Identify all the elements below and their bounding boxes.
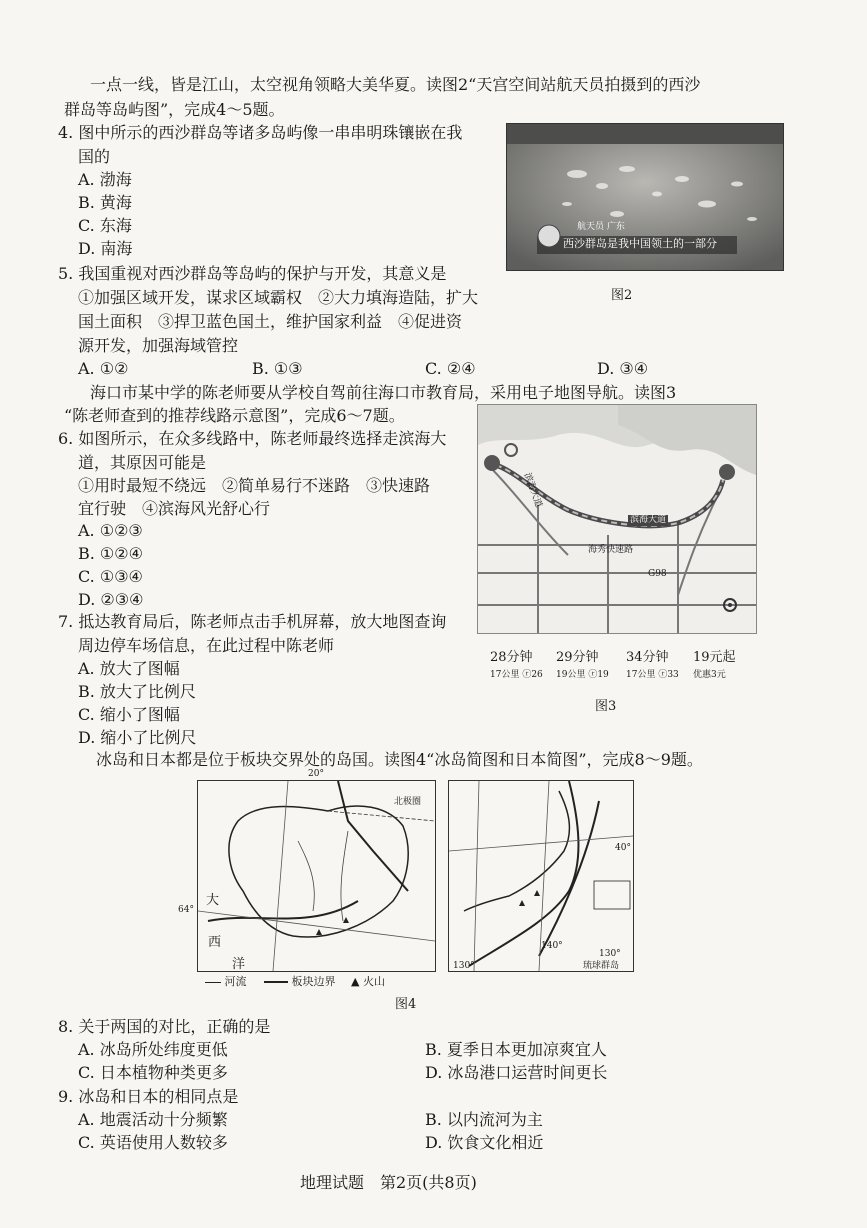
question-6-stem: 宜行驶 ④滨海风光舒心行 xyxy=(78,499,271,518)
question-5-option-b: B. ①③ xyxy=(252,359,303,378)
question-8-stem: 8. 关于两国的对比，正确的是 xyxy=(58,1017,271,1036)
question-4-option-a: A. 渤海 xyxy=(78,170,132,189)
question-8-option-a: A. 冰岛所处纬度更低 xyxy=(78,1040,228,1059)
legend-volcano: 火山 xyxy=(362,975,385,988)
figure-3-map xyxy=(477,404,757,634)
figure-4-caption: 图4 xyxy=(395,997,417,1012)
arctic-circle-label: 北极圈 xyxy=(394,797,422,807)
road-label: G98 xyxy=(648,569,667,579)
question-9-option-c: C. 英语使用人数较多 xyxy=(78,1133,228,1152)
question-4-option-c: C. 东海 xyxy=(78,216,132,235)
question-9-option-a: A. 地震活动十分频繁 xyxy=(78,1110,228,1129)
japan-lon-label: 140° xyxy=(541,941,563,951)
question-4-stem: 国的 xyxy=(78,147,111,166)
route-map-graphic xyxy=(478,405,756,633)
iceland-map-graphic xyxy=(198,781,435,971)
ryukyu-label: 琉球群岛 xyxy=(583,961,620,971)
route-detail: 17公里 ⓡ33 xyxy=(626,670,679,680)
route-time: 29分钟 xyxy=(556,650,599,665)
route-detail: 19公里 ⓡ19 xyxy=(556,670,609,680)
question-6-stem: ①用时最短不绕远 ②简单易行不迷路 ③快速路 xyxy=(78,476,431,495)
question-7-option-d: D. 缩小了比例尺 xyxy=(78,728,197,747)
japan-lon-label: 130° xyxy=(599,949,621,959)
ocean-label: 大 xyxy=(206,893,220,908)
japan-lat-label: 40° xyxy=(615,843,631,853)
iceland-lon-label: 20° xyxy=(308,769,324,779)
route-time: 19元起 xyxy=(693,650,736,665)
legend-plate-boundary: 板块边界 xyxy=(291,975,336,988)
question-4-option-b: B. 黄海 xyxy=(78,193,132,212)
intro-text-line: “陈老师查到的推荐线路示意图”，完成6～7题。 xyxy=(64,406,405,425)
question-7-stem: 7. 抵达教育局后，陈老师点击手机屏幕，放大地图查询 xyxy=(58,612,447,631)
figure-3-caption: 图3 xyxy=(595,699,617,714)
question-5-option-c: C. ②④ xyxy=(425,359,476,378)
route-time: 28分钟 xyxy=(490,650,533,665)
volcano-icon: ▲ xyxy=(351,975,360,988)
intro-text-line: 一点一线，皆是江山，太空视角领略大美华夏。读图2“天宫空间站航天员拍摄到的西沙 xyxy=(90,75,701,94)
road-label: 海秀快速路 xyxy=(588,545,634,555)
question-6-option-a: A. ①②③ xyxy=(78,521,143,540)
figure-4-iceland-map xyxy=(178,769,436,972)
question-8-option-b: B. 夏季日本更加凉爽宜人 xyxy=(425,1040,607,1059)
question-9-stem: 9. 冰岛和日本的相同点是 xyxy=(58,1087,239,1106)
question-5-stem: 国土面积 ③捍卫蓝色国土，维护国家利益 ④促进资 xyxy=(78,312,463,331)
question-6-stem: 6. 如图所示，在众多线路中，陈老师最终选择走滨海大 xyxy=(58,429,447,448)
figure-2-caption: 图2 xyxy=(611,288,633,303)
page-footer: 地理试题 第2页(共8页) xyxy=(300,1173,477,1192)
photo-overlay-small: 航天员 广东 xyxy=(577,222,625,232)
route-detail: 优惠3元 xyxy=(693,670,726,680)
question-4-option-d: D. 南海 xyxy=(78,239,133,258)
route-detail: 17公里 ⓡ26 xyxy=(490,670,543,680)
question-8-option-d: D. 冰岛港口运营时间更长 xyxy=(425,1063,608,1082)
question-5-stem: 5. 我国重视对西沙群岛等岛屿的保护与开发，其意义是 xyxy=(58,264,447,283)
legend-river: 河流 xyxy=(224,975,247,988)
iceland-lat-label: 64° xyxy=(178,905,194,915)
question-7-option-b: B. 放大了比例尺 xyxy=(78,682,196,701)
question-8-option-c: C. 日本植物种类更多 xyxy=(78,1063,228,1082)
route-time: 34分钟 xyxy=(626,650,669,665)
intro-text-line: 冰岛和日本都是位于板块交界处的岛国。读图4“冰岛简图和日本简图”，完成8～9题。 xyxy=(96,750,703,769)
figure-4-japan-map xyxy=(448,780,634,972)
photo-overlay-title: 西沙群岛是我中国领土的一部分 xyxy=(563,237,717,250)
question-6-option-d: D. ②③④ xyxy=(78,590,144,609)
question-4-stem: 4. 图中所示的西沙群岛等诸多岛屿像一串串明珠镶嵌在我 xyxy=(58,123,463,142)
question-5-stem: ①加强区域开发，谋求区域霸权 ②大力填海造陆，扩大 xyxy=(78,288,479,307)
question-6-option-b: B. ①②④ xyxy=(78,544,143,563)
question-9-option-b: B. 以内流河为主 xyxy=(425,1110,543,1129)
question-6-stem: 道，其原因可能是 xyxy=(78,453,207,472)
ocean-label: 洋 xyxy=(232,957,246,972)
question-9-option-d: D. 饮食文化相近 xyxy=(425,1133,544,1152)
ocean-label: 西 xyxy=(208,935,222,950)
figure-2-photo xyxy=(506,123,784,271)
intro-text-line: 海口市某中学的陈老师要从学校自驾前往海口市教育局，采用电子地图导航。读图3 xyxy=(90,383,677,402)
question-5-option-d: D. ③④ xyxy=(597,359,649,378)
question-5-option-a: A. ①② xyxy=(78,359,129,378)
question-7-option-c: C. 缩小了图幅 xyxy=(78,705,180,724)
road-label: 滨海大道 xyxy=(521,471,544,509)
question-7-stem: 周边停车场信息，在此过程中陈老师 xyxy=(78,636,335,655)
question-6-option-c: C. ①③④ xyxy=(78,567,143,586)
question-5-stem: 源开发，加强海域管控 xyxy=(78,336,239,355)
japan-lon-label: 130° xyxy=(453,961,475,971)
question-7-option-a: A. 放大了图幅 xyxy=(78,659,180,678)
intro-text-line: 群岛等岛屿图”，完成4～5题。 xyxy=(64,100,285,119)
figure-4-legend xyxy=(205,976,385,988)
road-label: 滨海大道 xyxy=(630,515,667,525)
